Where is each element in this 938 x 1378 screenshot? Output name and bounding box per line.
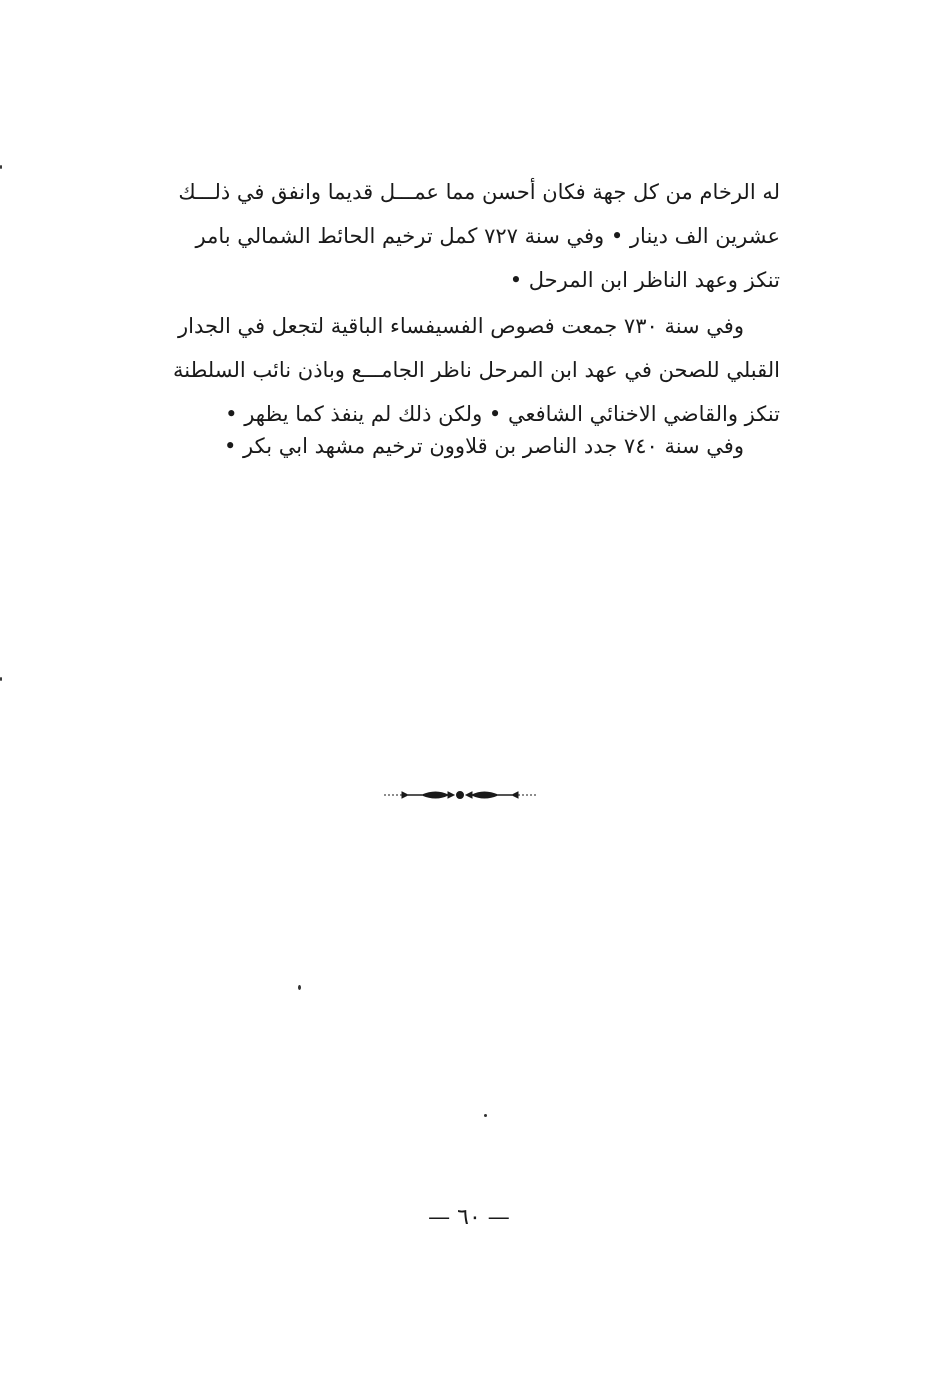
- scan-speck: [484, 1114, 487, 1117]
- ornament-divider-icon: [380, 785, 540, 805]
- scan-speck: [0, 165, 2, 169]
- page-number: — ٦٠ —: [428, 1205, 510, 1230]
- paragraph-2-line-3: تنكز والقاضي الاخنائي الشافعي • ولكن ذلك لم ينفذ كما يظهر •: [225, 402, 780, 426]
- paragraph-1-line-1: له الرخام من كل جهة فكان أحسن مما عمـــل قديما وانفق في ذلـــك: [178, 180, 780, 204]
- paragraph-1: [138, 170, 780, 302]
- paragraph-1-line-2: عشرين الف دينار • وفي سنة ٧٢٧ كمل ترخيم الحائط الشمالي بامر: [195, 224, 780, 248]
- paragraph-3-line-1: وفي سنة ٧٤٠ جدد الناصر بن قلاوون ترخيم مشهد ابي بكر •: [223, 434, 744, 458]
- paragraph-3: [138, 424, 780, 468]
- paragraph-2-line-2: القبلي للصحن في عهد ابن المرحل ناظر الجامـــع وباذن نائب السلطنة: [172, 358, 780, 382]
- scan-speck: [298, 985, 301, 990]
- paragraph-2: [138, 304, 780, 436]
- paragraph-2-line-1: وفي سنة ٧٣٠ جمعت فصوص الفسيفساء الباقية لتجعل في الجدار: [178, 314, 744, 338]
- scan-speck: [0, 677, 2, 681]
- paragraph-1-line-3: تنكز وعهد الناظر ابن المرحل •: [509, 268, 780, 292]
